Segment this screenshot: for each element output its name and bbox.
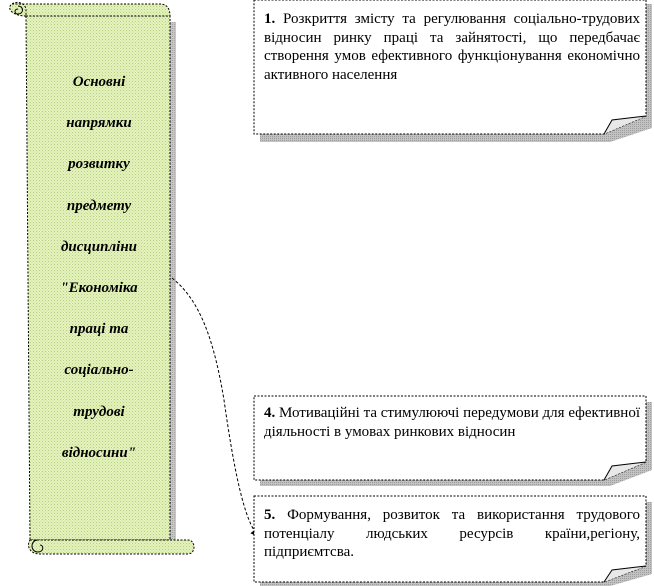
note-1-body: Розкриття змісту та регулювання соціально-трудових відносин ринку праці та зайнятості, що передбачає створення умов ефективного функціонування економічно активного населення [264, 11, 640, 83]
scroll-title [40, 62, 158, 474]
connector-arrow [172, 278, 258, 536]
scroll-line: предмету [66, 197, 132, 214]
note-5-body: Формування, розвиток та використання трудового потенціалу людських ресурсів країни,регіону, підприємтсва. [264, 507, 640, 560]
scroll-line: напрямки [66, 115, 132, 132]
scroll-line: соціально- [64, 362, 134, 379]
note-5-number: 5. [264, 507, 276, 523]
scroll-line: Основні [72, 74, 126, 90]
scroll-line: "Економіка [60, 280, 138, 297]
scroll-line: дисципліни [60, 238, 137, 255]
scroll-top-roll [10, 2, 170, 16]
note-1-number: 1. [264, 11, 276, 27]
note-4-body: Мотиваційні та стимулюючі передумови для ефективної діяльності в умовах ринкових відносин [264, 405, 640, 440]
note-4-text [264, 404, 640, 441]
scroll-line: розвитку [68, 156, 130, 173]
scroll-line: праці та [69, 321, 129, 338]
note-4-number: 4. [264, 405, 276, 421]
note-5-text [264, 506, 640, 562]
scroll-line: відносини" [61, 444, 137, 461]
note-1-text [264, 10, 640, 84]
scroll-line: трудові [73, 403, 125, 420]
scroll-bottom-roll [28, 540, 194, 554]
